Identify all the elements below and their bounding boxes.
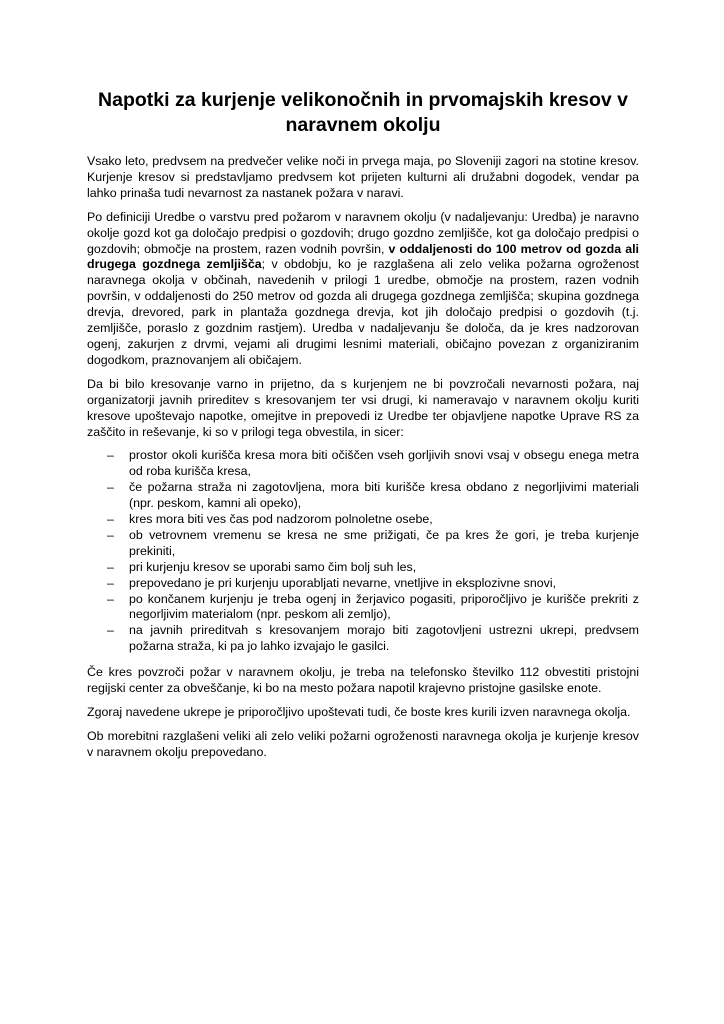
- list-item: [87, 528, 639, 560]
- list-item-text: po končanem kurjenju je treba ogenj in žerjavico pogasiti, priporočljivo je kurišče prekriti z negorljivim materialom (npr. peskom ali zemljo),: [129, 591, 639, 622]
- rules-list: [87, 448, 639, 655]
- dash-marker: –: [107, 512, 114, 527]
- list-item-text: kres mora biti ves čas pod nadzorom polnoletne osebe,: [129, 512, 433, 527]
- document-title: Napotki za kurjenje velikonočnih in prvomajskih kresov v naravnem okolju: [98, 89, 628, 136]
- list-item: [87, 576, 639, 592]
- definition-bold-distance: v oddaljenosti do 100 metrov od gozda ali drugega gozdnega zemljišča: [87, 241, 639, 272]
- list-item-text: ob vetrovnem vremenu se kresa ne sme prižigati, če pa kres že gori, je treba kurjenje prekiniti,: [129, 527, 639, 558]
- dash-marker: –: [107, 527, 114, 542]
- list-item-text: prepovedano je pri kurjenju uporabljati nevarne, vnetljive in eksplozivne snovi,: [129, 575, 557, 590]
- dash-marker: –: [107, 575, 114, 590]
- list-item: [87, 480, 639, 512]
- list-item-text: prostor okoli kurišča kresa mora biti očiščen vseh gorljivih snovi vsaj v obsegu enega metra od roba kurišča kresa,: [129, 448, 639, 479]
- list-item: [87, 592, 639, 624]
- definition-paragraph: [87, 210, 639, 369]
- list-item-text: na javnih prireditvah s kresovanjem morajo biti zagotovljeni ustrezni ukrepi, predvsem požarna straža, ki pa jo lahko izvajajo le gasilci.: [129, 623, 639, 654]
- intro-paragraph: Vsako leto, predvsem na predvečer velike noči in prvega maja, po Sloveniji zagori na stotine kresov. Kurjenje kresov si predstavljamo predvsem kot prijeten kulturni ali družabni dogodek, vendar pa lahko prinaša tudi nevarnost za nastanek požara v naravi.: [87, 154, 639, 200]
- dash-marker: –: [107, 480, 114, 495]
- list-item-text: če požarna straža ni zagotovljena, mora biti kurišče kresa obdano z negorljivimi materiali (npr. peskom, kamni ali opeko),: [129, 480, 639, 511]
- document-page: [87, 88, 639, 769]
- list-item-text: pri kurjenju kresov se uporabi samo čim bolj suh les,: [129, 559, 417, 574]
- prohibition-paragraph: Ob morebitni razglašeni veliki ali zelo veliki požarni ogroženosti naravnega okolja je kurjenje kresov v naravnem okolju prepovedano.: [87, 728, 639, 759]
- definition-text-start: Po definiciji Uredbe o varstvu pred požarom v naravnem okolju (v nadaljevanju: Uredba) je naravno okolje gozd kot ga določajo predpisi o gozdovih; drugo gozdno zemljišče, kot ga določajo predpisi o gozdovih; območje na prostem, razen vodnih površin,: [87, 209, 639, 256]
- definition-text-end: ; v obdobju, ko je razglašena ali zelo velika požarna ogroženost naravnega okolja v občinah, navedenih v prilogi 1 uredbe, območje na prostem, razen vodnih površin, v oddaljenosti do 250 metrov od gozda ali drugega gozdnega zemljišča; skupina gozdnega drevja, drevored, park in plantaža gozdnega drevja, kot jih določajo predpisi o gozdovih (t.j. zemljišče, poraslo z gozdnim rastjem). Uredba v nadaljevanju še določa, da je kres nadzorovan ogenj, zakurjen z drvmi, vejami ali drugimi lesnimi materiali, običajno povezan z organiziranim dogodkom, praznovanjem ali običajem.: [87, 257, 639, 367]
- list-item: [87, 623, 639, 655]
- outside-nature-paragraph: Zgoraj navedene ukrepe je priporočljivo upoštevati tudi, če boste kres kurili izven naravnega okolja.: [87, 705, 631, 719]
- dash-marker: –: [107, 591, 114, 606]
- list-item: [87, 512, 639, 528]
- list-item: [87, 448, 639, 480]
- dash-marker: –: [107, 559, 114, 574]
- emergency-paragraph: Če kres povzroči požar v naravnem okolju, je treba na telefonsko številko 112 obvestiti pristojni regijski center za obveščanje, ki bo na mesto požara napotil krajevno pristojne gasilske enote.: [87, 665, 639, 696]
- list-item: [87, 560, 639, 576]
- dash-marker: –: [107, 623, 114, 638]
- dash-marker: –: [107, 448, 114, 463]
- instructions-paragraph: Da bi bilo kresovanje varno in prijetno, da s kurjenjem ne bi povzročali nevarnosti požara, naj organizatorji javnih prireditev s kresovanjem ter vsi drugi, ki nameravajo v naravnem okolju kuriti kresove upoštevajo napotke, omejitve in prepovedi iz Uredbe ter objavljene napotke Uprave RS za zaščito in reševanje, ki so v prilogi tega obvestila, in sicer:: [87, 376, 639, 439]
